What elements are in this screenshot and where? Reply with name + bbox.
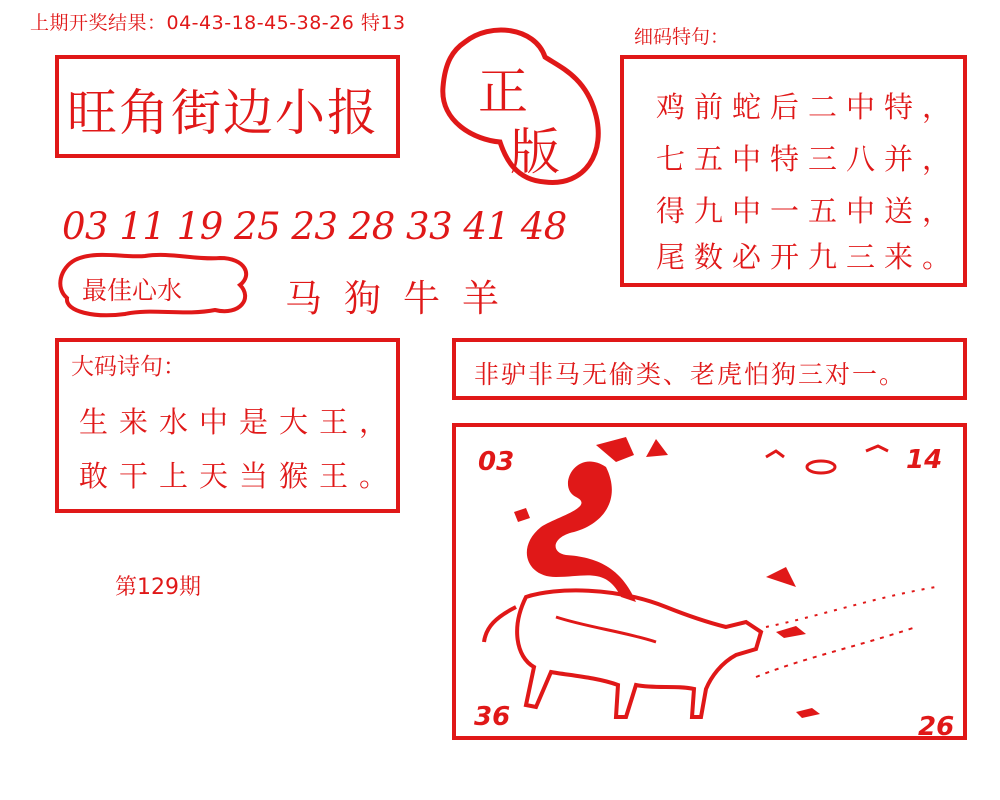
riddle-text: 非驴非马无偷类、老虎怕狗三对一。 <box>474 360 907 389</box>
picture-number-bottom-right: 26 <box>918 712 955 742</box>
big-code-line-2: 敢干上天当猴王。 <box>79 459 400 493</box>
small-code-box <box>620 55 967 287</box>
best-pick-label: 最佳心水 <box>82 276 183 305</box>
picture-number-top-left: 03 <box>478 447 515 477</box>
issue-number: 第129期 <box>115 575 201 600</box>
riddle-box <box>452 338 967 400</box>
stamp-char-zheng: 正 <box>478 63 528 121</box>
newspaper-title: 旺角街边小报 <box>67 84 379 142</box>
small-code-title: 细码特句： <box>634 26 730 48</box>
big-code-line-1: 生来水中是大王， <box>79 405 400 439</box>
best-pick-animals: 马狗牛羊 <box>285 277 521 320</box>
big-code-title: 大码诗句： <box>71 354 186 380</box>
newspaper-title-box <box>55 55 400 158</box>
recommended-numbers: 03 11 19 25 23 28 33 41 48 <box>62 205 567 248</box>
big-code-box <box>55 338 400 513</box>
picture-number-bottom-left: 36 <box>474 702 511 732</box>
small-code-line-3: 得九中一五中送， <box>656 194 961 228</box>
small-code-line-4: 尾数必开九三来。 <box>656 240 961 274</box>
small-code-line-1: 鸡前蛇后二中特， <box>656 90 961 124</box>
stamp-char-ban: 版 <box>510 123 560 181</box>
dragon-and-horse-illustration <box>456 427 963 736</box>
picture-box <box>452 423 967 740</box>
previous-draw-result: 上期开奖结果：04-43-18-45-38-26 特13 <box>30 12 406 34</box>
picture-number-top-right: 14 <box>906 445 943 475</box>
small-code-line-2: 七五中特三八并， <box>656 142 961 176</box>
